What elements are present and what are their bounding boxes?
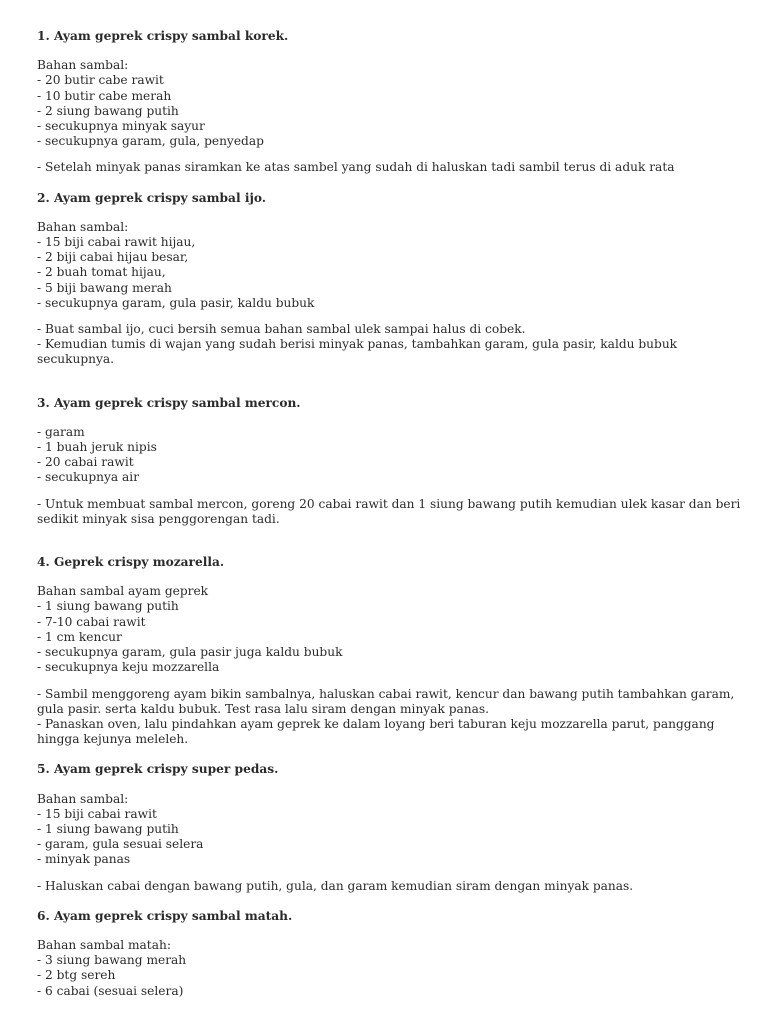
- steps-block: [37, 497, 742, 527]
- ingredient-item: - 1 buah jeruk nipis: [37, 440, 157, 455]
- ingredient-item: - garam, gula sesuai selera: [37, 837, 204, 852]
- ingredients-block: [37, 58, 742, 149]
- ingredient-item: - 1 cm kencur: [37, 629, 122, 644]
- ingredient-item: - 1 siung bawang putih: [37, 599, 179, 614]
- ingredient-item: - minyak panas: [37, 852, 131, 867]
- recipe-section-6: [37, 909, 742, 999]
- recipe-section-4: [37, 555, 742, 747]
- ingredient-item: - secukupnya keju mozzarella: [37, 660, 220, 675]
- ingredient-item: - 3 siung bawang merah: [37, 953, 187, 968]
- ingredients-block: [37, 792, 742, 868]
- ingredients-heading: Bahan sambal matah:: [37, 937, 171, 952]
- recipe-section-3: [37, 396, 742, 527]
- ingredient-item: - 5 biji bawang merah: [37, 280, 172, 295]
- ingredient-item: - 2 btg sereh: [37, 968, 116, 983]
- ingredient-item: - secukupnya garam, gula, penyedap: [37, 134, 264, 149]
- document-body: [37, 29, 742, 1010]
- ingredients-heading: Bahan sambal:: [37, 219, 129, 234]
- ingredient-item: - secukupnya minyak sayur: [37, 119, 205, 134]
- recipe-section-2: [37, 191, 742, 368]
- ingredient-item: - 15 biji cabai rawit hijau,: [37, 235, 196, 250]
- step-text: - Buat sambal ijo, cuci bersih semua bahan sambal ulek sampai halus di cobek.: [37, 322, 526, 337]
- ingredients-block: [37, 938, 742, 999]
- steps-block: [37, 322, 742, 368]
- recipe-section-1: [37, 29, 742, 176]
- step-text: - Sambil menggoreng ayam bikin sambalnya, haluskan cabai rawit, kencur dan bawang putih tambahkan garam, gula pasir. serta kaldu bubuk. Test rasa lalu siram dengan minyak panas.: [37, 686, 735, 716]
- ingredient-item: - 20 cabai rawit: [37, 455, 134, 470]
- recipe-title: 4. Geprek crispy mozarella.: [37, 555, 225, 570]
- ingredients-block: [37, 425, 742, 486]
- recipe-title: 3. Ayam geprek crispy sambal mercon.: [37, 395, 301, 410]
- ingredient-item: - 2 buah tomat hijau,: [37, 265, 166, 280]
- ingredient-item: - 1 siung bawang putih: [37, 821, 179, 836]
- ingredients-heading: Bahan sambal:: [37, 58, 129, 73]
- ingredient-item: - 2 siung bawang putih: [37, 103, 179, 118]
- recipe-title: 5. Ayam geprek crispy super pedas.: [37, 762, 279, 777]
- step-text: - Panaskan oven, lalu pindahkan ayam geprek ke dalam loyang beri taburan keju mozzarella parut, panggang hingga kejunya meleleh.: [37, 716, 715, 747]
- ingredient-item: - 20 butir cabe rawit: [37, 73, 164, 88]
- ingredient-item: - 15 biji cabai rawit: [37, 806, 157, 821]
- ingredients-heading: Bahan sambal ayam geprek: [37, 584, 209, 599]
- ingredient-item: - 6 cabai (sesuai selera): [37, 983, 184, 998]
- ingredients-block: [37, 220, 742, 311]
- ingredient-item: - secukupnya air: [37, 470, 140, 485]
- steps-block: [37, 160, 742, 175]
- steps-block: [37, 879, 742, 894]
- steps-block: [37, 687, 742, 748]
- ingredient-item: - secukupnya garam, gula pasir, kaldu bubuk: [37, 295, 315, 310]
- ingredient-item: - 10 butir cabe merah: [37, 88, 172, 103]
- recipe-section-5: [37, 762, 742, 893]
- ingredient-item: - 7-10 cabai rawit: [37, 614, 146, 629]
- step-text: - Kemudian tumis di wajan yang sudah berisi minyak panas, tambahkan garam, gula pasir, kaldu bubuk secukupnya.: [37, 337, 678, 367]
- recipe-title: 6. Ayam geprek crispy sambal matah.: [37, 908, 293, 923]
- recipe-title: 2. Ayam geprek crispy sambal ijo.: [37, 190, 267, 205]
- ingredient-item: - 2 biji cabai hijau besar,: [37, 250, 189, 265]
- ingredients-block: [37, 584, 742, 675]
- ingredient-item: - secukupnya garam, gula pasir juga kaldu bubuk: [37, 645, 343, 660]
- step-text: - Untuk membuat sambal mercon, goreng 20 cabai rawit dan 1 siung bawang putih kemudian ulek kasar dan beri sedikit minyak sisa penggorengan tadi.: [37, 496, 741, 526]
- ingredient-item: - garam: [37, 424, 85, 439]
- recipe-title: 1. Ayam geprek crispy sambal korek.: [37, 29, 289, 43]
- step-text: - Haluskan cabai dengan bawang putih, gula, dan garam kemudian siram dengan minyak panas.: [37, 878, 634, 893]
- step-text: - Setelah minyak panas siramkan ke atas sambel yang sudah di haluskan tadi sambil terus di aduk rata: [37, 160, 675, 175]
- ingredients-heading: Bahan sambal:: [37, 791, 129, 806]
